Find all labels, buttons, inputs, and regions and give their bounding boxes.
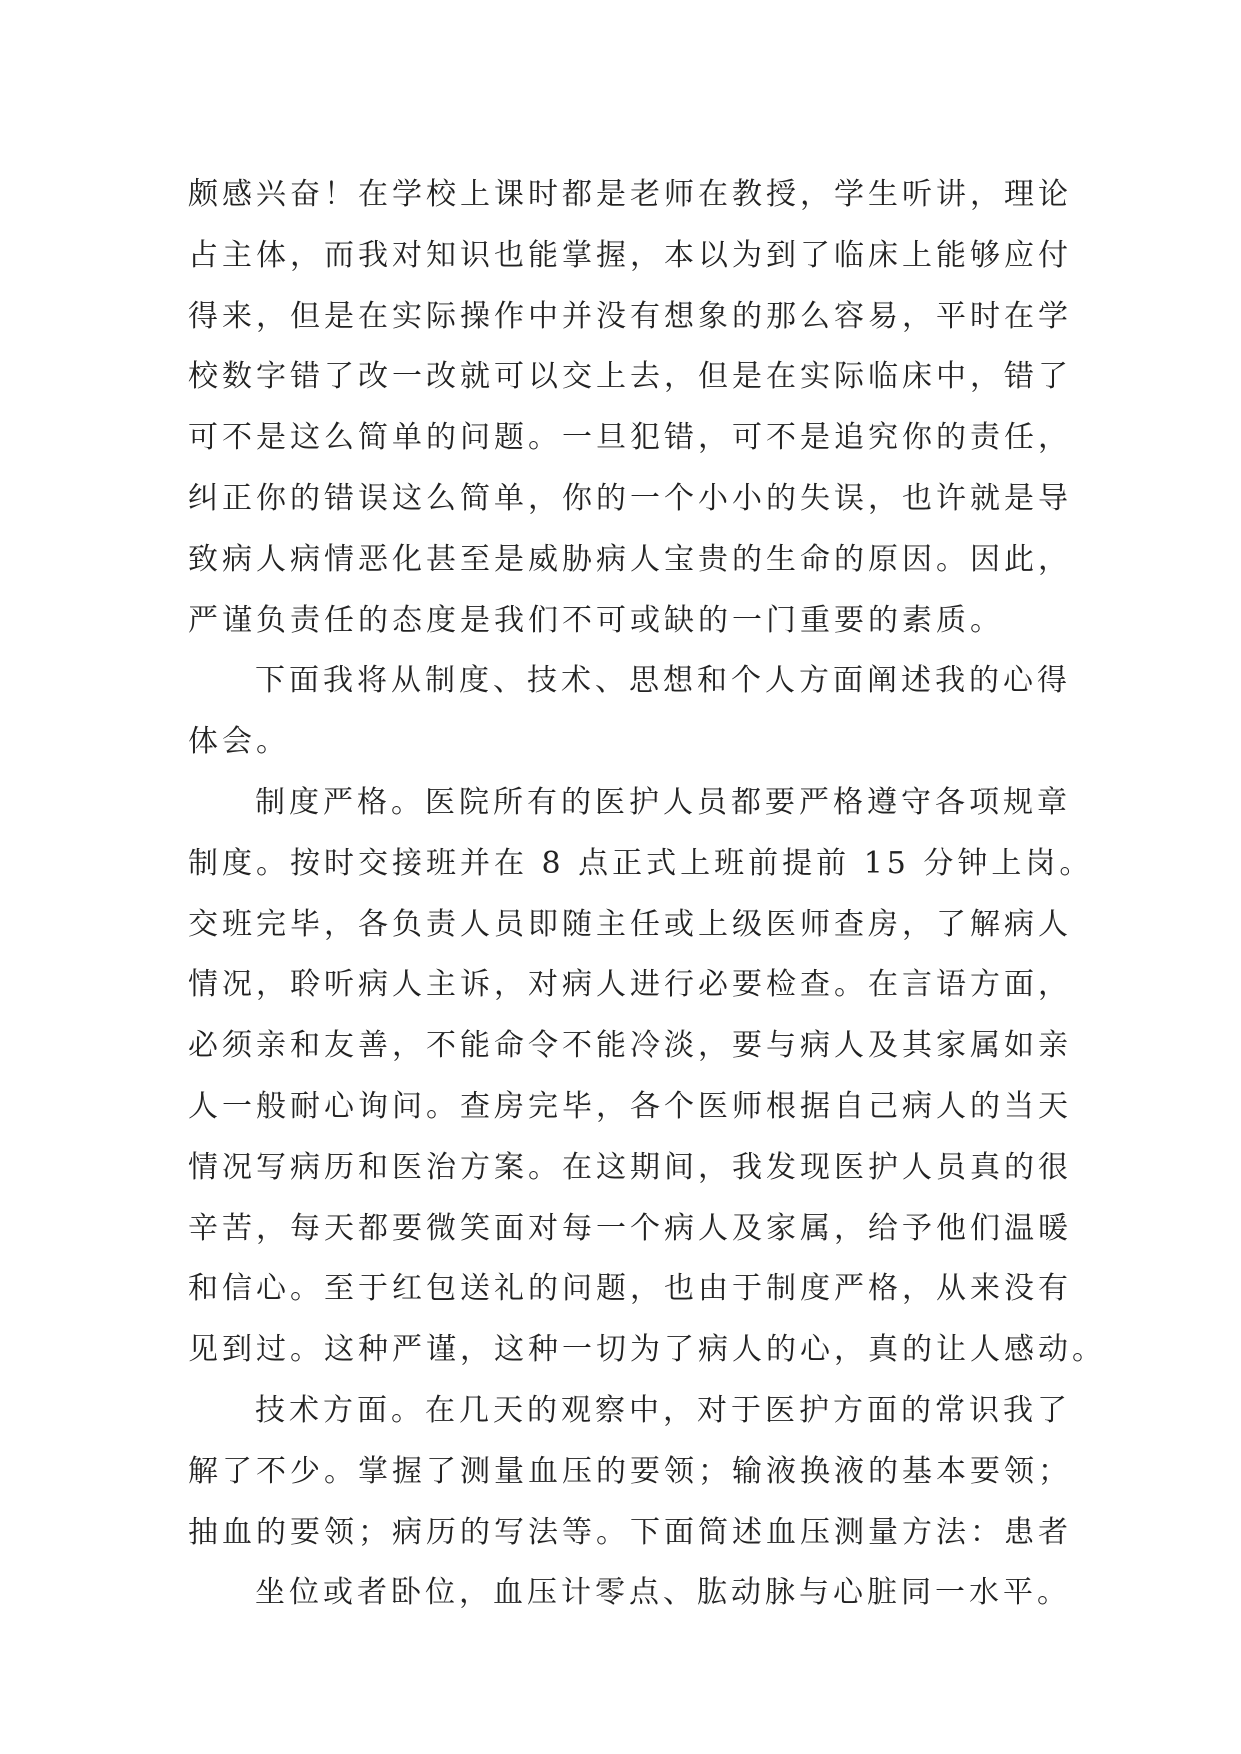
text-line: 解了不少。掌握了测量血压的要领；输液换液的基本要领； — [188, 1453, 1072, 1489]
text-line: 抽血的要领；病历的写法等。下面简述血压测量方法：患者 — [188, 1514, 1072, 1550]
text-line: 校数字错了改一改就可以交上去，但是在实际临床中，错了 — [188, 359, 1072, 395]
text-line: 情况，聆听病人主诉，对病人进行必要检查。在言语方面， — [188, 967, 1072, 1003]
text-line: 体会。 — [188, 724, 290, 760]
text-line: 交班完毕，各负责人员即随主任或上级医师查房，了解病人 — [188, 906, 1072, 942]
text-line: 必须亲和友善，不能命令不能冷淡，要与病人及其家属如亲 — [188, 1028, 1072, 1064]
text-line: 坐位或者卧位，血压计零点、肱动脉与心脏同一水平。 — [255, 1575, 1071, 1611]
text-line: 占主体，而我对知识也能掌握，本以为到了临床上能够应付 — [188, 237, 1072, 273]
text-line: 技术方面。在几天的观察中，对于医护方面的常识我了 — [255, 1392, 1071, 1428]
text-line: 见到过。这种严谨，这种一切为了病人的心，真的让人感动。 — [188, 1332, 1106, 1368]
document-body — [188, 165, 1106, 1624]
text-line: 致病人病情恶化甚至是威胁病人宝贵的生命的原因。因此， — [188, 541, 1072, 577]
text-line: 人一般耐心询问。查房完毕，各个医师根据自己病人的当天 — [188, 1088, 1072, 1124]
text-line: 下面我将从制度、技术、思想和个人方面阐述我的心得 — [255, 663, 1071, 699]
text-line: 严谨负责任的态度是我们不可或缺的一门重要的素质。 — [188, 602, 1004, 638]
text-line: 制度严格。医院所有的医护人员都要严格遵守各项规章 — [255, 784, 1071, 820]
text-line: 情况写病历和医治方案。在这期间，我发现医护人员真的很 — [188, 1149, 1072, 1185]
text-line: 制度。按时交接班并在 8 点正式上班前提前 15 分钟上岗。 — [188, 845, 1094, 881]
text-line: 和信心。至于红包送礼的问题，也由于制度严格，从来没有 — [188, 1271, 1072, 1307]
text-line: 得来，但是在实际操作中并没有想象的那么容易，平时在学 — [188, 298, 1072, 334]
text-line: 辛苦，每天都要微笑面对每一个病人及家属，给予他们温暖 — [188, 1210, 1072, 1246]
text-line: 可不是这么简单的问题。一旦犯错，可不是追究你的责任， — [188, 420, 1072, 456]
text-line: 纠正你的错误这么简单，你的一个小小的失误，也许就是导 — [188, 480, 1072, 516]
text-line: 颇感兴奋！在学校上课时都是老师在教授，学生听讲，理论 — [188, 177, 1072, 212]
